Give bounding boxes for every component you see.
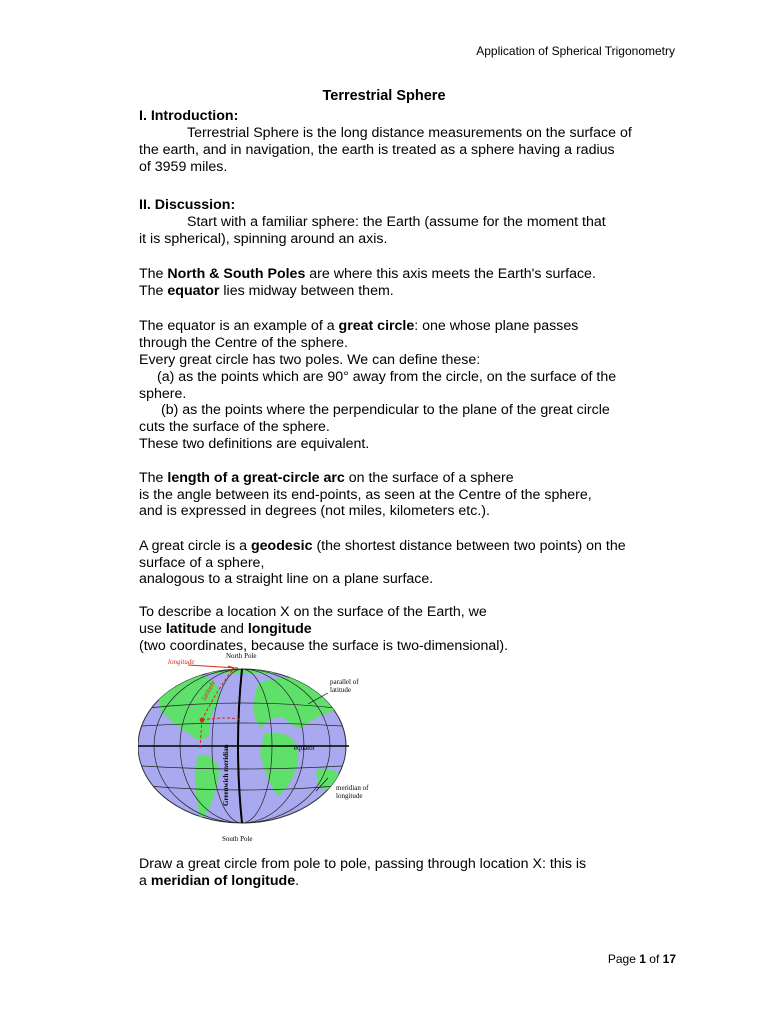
intro-text-line: Terrestrial Sphere is the long distance measurements on the surface of <box>187 125 632 141</box>
page-number: Page 1 of 17 <box>607 952 676 966</box>
body-text-line: through the Centre of the sphere. <box>139 335 349 351</box>
body-text-line: a meridian of longitude. <box>139 873 300 889</box>
term-great-circle: great circle <box>338 318 415 334</box>
location-x-marker <box>200 718 205 723</box>
body-text-line: (a) as the points which are 90° away from the circle, on the surface of the <box>157 369 617 385</box>
body-text-line: (b) as the points where the perpendicular to the plane of the great circle <box>161 402 610 418</box>
body-text-line: it is spherical), spinning around an axis. <box>139 231 388 247</box>
term-geodesic: geodesic <box>250 538 313 554</box>
globe-figure <box>138 648 382 843</box>
term-poles: North & South Poles <box>167 266 306 282</box>
globe-illustration <box>138 648 382 840</box>
north-pole-label: North Pole <box>226 652 257 660</box>
page-title: Terrestrial Sphere <box>322 88 446 104</box>
intro-text-line: of 3959 miles. <box>139 159 228 175</box>
section-heading-introduction: I. Introduction: <box>139 108 239 124</box>
body-text-line: These two definitions are equivalent. <box>139 436 370 452</box>
body-text-line: is the angle between its end-points, as seen at the Centre of the sphere, <box>139 487 592 503</box>
body-text-line: To describe a location X on the surface of the Earth, we <box>139 604 487 620</box>
body-text-line: analogous to a straight line on a plane surface. <box>139 571 434 587</box>
body-text-line: cuts the surface of the sphere. <box>139 419 330 435</box>
running-header: Application of Spherical Trigonometry <box>476 44 675 58</box>
body-text-line: Start with a familiar sphere: the Earth (assume for the moment that <box>187 214 606 230</box>
equator-label: equator <box>294 744 315 752</box>
intro-text-line: the earth, and in navigation, the earth is treated as a sphere having a radius <box>139 142 615 158</box>
term-equator: equator <box>167 283 220 299</box>
body-text-line: use latitude and longitude <box>139 621 312 637</box>
greenwich-meridian-label: Greenwich meridian <box>222 744 230 806</box>
body-text-line: Every great circle has two poles. We can define these: <box>139 352 481 368</box>
body-text-line: The North & South Poles are where this axis meets the Earth's surface. <box>139 266 596 282</box>
body-text-line: The equator lies midway between them. <box>139 283 394 299</box>
body-text-line: The length of a great-circle arc on the surface of a sphere <box>139 470 514 486</box>
term-longitude: longitude <box>247 621 312 637</box>
term-great-circle-arc: length of a great-circle arc <box>167 470 345 486</box>
body-text-line: A great circle is a geodesic (the shortest distance between two points) on the <box>139 538 626 554</box>
term-latitude: latitude <box>165 621 217 637</box>
section-heading-discussion: II. Discussion: <box>139 197 236 213</box>
body-text-line: and is expressed in degrees (not miles, kilometers etc.). <box>139 503 490 519</box>
body-text-line: (two coordinates, because the surface is two-dimensional). <box>139 638 509 654</box>
south-pole-label: South Pole <box>222 835 253 843</box>
body-text-line: The equator is an example of a great circle: one whose plane passes <box>139 318 579 334</box>
body-text-line: Draw a great circle from pole to pole, passing through location X: this is <box>139 856 587 872</box>
latitude-marker-label: latitude <box>200 679 218 702</box>
meridian-of-longitude-label: meridian of longitude <box>336 784 369 800</box>
body-text-line: surface of a sphere, <box>139 555 265 571</box>
longitude-marker-label: longitude <box>168 658 195 666</box>
term-meridian-of-longitude: meridian of longitude <box>150 873 296 889</box>
parallel-of-latitude-label: parallel of latitude <box>330 678 359 694</box>
body-text-line: sphere. <box>139 386 187 402</box>
